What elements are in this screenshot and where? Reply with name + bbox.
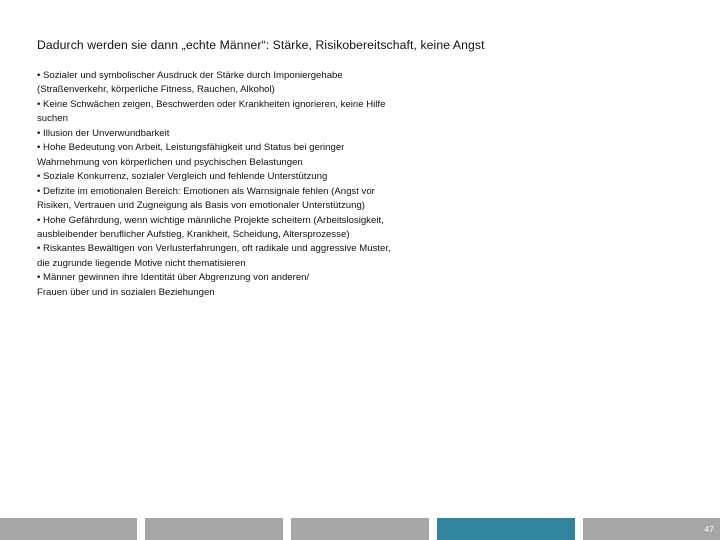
body-line: suchen <box>37 113 68 125</box>
body-line: • Keine Schwächen zeigen, Beschwerden oder Krankheiten ignorieren, keine Hilfe <box>37 98 386 110</box>
footer-bar <box>0 518 720 540</box>
footer-block-accent <box>437 518 575 540</box>
body-line: • Riskantes Bewältigen von Verlusterfahrungen, oft radikale und aggressive Muster, <box>37 243 391 255</box>
footer-block <box>583 518 720 540</box>
footer-block <box>291 518 429 540</box>
body-line: • Illusion der Unverwundbarkeit <box>37 127 170 139</box>
body-line: • Hohe Bedeutung von Arbeit, Leistungsfähigkeit und Status bei geringer <box>37 142 345 154</box>
body-line: • Defizite im emotionalen Bereich: Emotionen als Warnsignale fehlen (Angst vor <box>37 185 375 197</box>
body-line: • Hohe Gefährdung, wenn wichtige männliche Projekte scheitern (Arbeitslosigkeit, <box>37 214 384 226</box>
body-line: • Männer gewinnen ihre Identität über Abgrenzung von anderen/ <box>37 272 310 284</box>
body-line: Wahrnehmung von körperlichen und psychischen Belastungen <box>37 156 303 168</box>
body-line: (Straßenverkehr, körperliche Fitness, Rauchen, Alkohol) <box>37 84 275 96</box>
slide-body <box>37 69 477 300</box>
footer-block <box>145 518 283 540</box>
footer-block <box>0 518 137 540</box>
slide-title: Dadurch werden sie dann „echte Männer“: Stärke, Risikobereitschaft, keine Angst <box>37 38 485 52</box>
body-line: Frauen über und in sozialen Beziehungen <box>37 286 215 298</box>
body-line: die zugrunde liegende Motive nicht thematisieren <box>37 257 246 269</box>
page-number: 47 <box>704 524 714 534</box>
body-line: ausbleibender beruflicher Aufstieg, Krankheit, Scheidung, Altersprozesse) <box>37 228 350 240</box>
body-line: • Soziale Konkurrenz, sozialer Vergleich und fehlende Unterstützung <box>37 171 328 183</box>
body-line: Risiken, Vertrauen und Zugneigung als Basis von emotionaler Unterstützung) <box>37 200 365 212</box>
body-line: • Sozialer und symbolischer Ausdruck der Stärke durch Imponiergehabe <box>37 70 343 81</box>
